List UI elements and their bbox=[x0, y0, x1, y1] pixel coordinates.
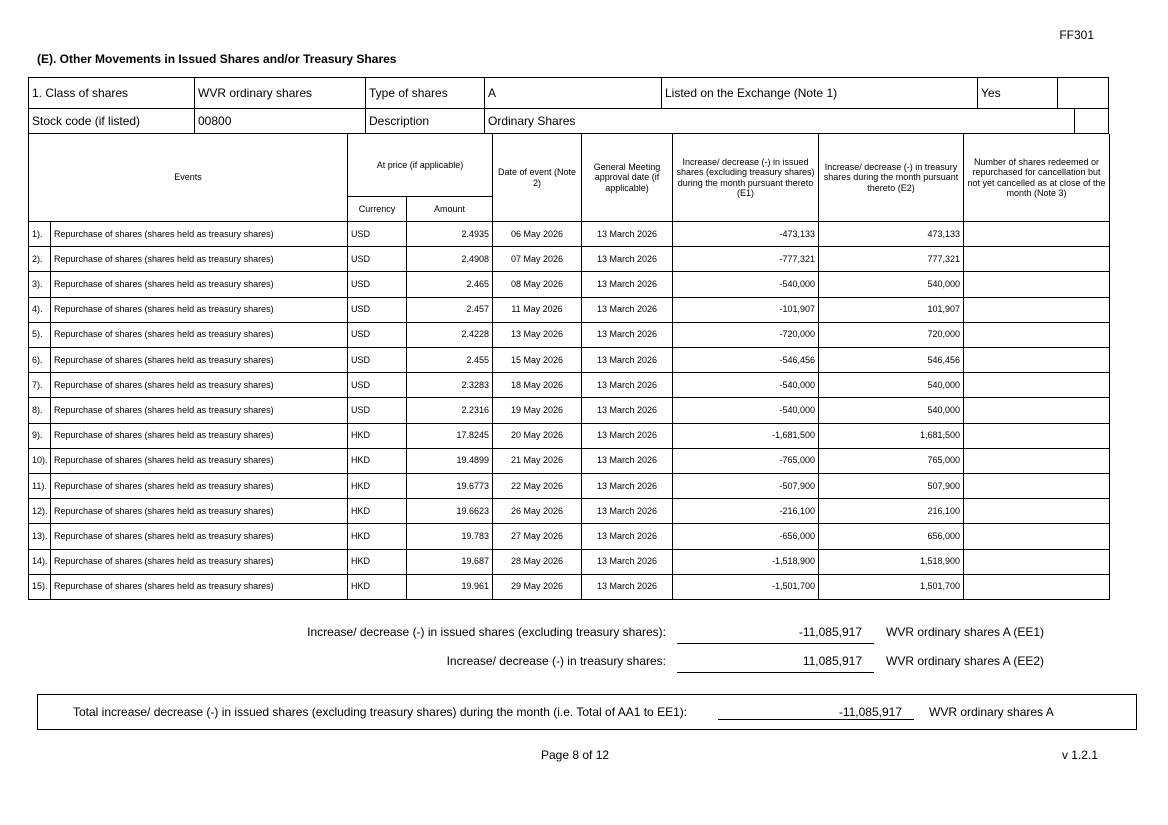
row-redeemed bbox=[964, 247, 1110, 272]
row-amount: 2.465 bbox=[407, 272, 493, 297]
ee1-label: Increase/ decrease (-) in issued shares (excluding treasury shares): bbox=[307, 625, 666, 639]
row-redeemed bbox=[964, 222, 1110, 247]
row-e1: -507,900 bbox=[673, 474, 819, 499]
row-amount: 19.961 bbox=[407, 575, 493, 600]
row-number: 5). bbox=[29, 323, 51, 348]
row-amount: 19.6623 bbox=[407, 499, 493, 524]
row-e1: -473,133 bbox=[673, 222, 819, 247]
row-gm-date: 13 March 2026 bbox=[582, 575, 673, 600]
row-date: 29 May 2026 bbox=[493, 575, 582, 600]
row-gm-date: 13 March 2026 bbox=[582, 524, 673, 549]
row-e2: 101,907 bbox=[819, 298, 964, 323]
row-number: 6). bbox=[29, 348, 51, 373]
row-event: Repurchase of shares (shares held as treasury shares) bbox=[51, 449, 348, 474]
row-amount: 2.4935 bbox=[407, 222, 493, 247]
row-number: 9). bbox=[29, 424, 51, 449]
header-events: Events bbox=[29, 134, 348, 222]
ee1-value: -11,085,917 bbox=[798, 625, 862, 639]
desc-extra bbox=[1075, 109, 1109, 134]
row-date: 08 May 2026 bbox=[493, 272, 582, 297]
page-number: Page 8 of 12 bbox=[541, 748, 610, 762]
row-date: 26 May 2026 bbox=[493, 499, 582, 524]
row-event: Repurchase of shares (shares held as treasury shares) bbox=[51, 524, 348, 549]
row-e2: 765,000 bbox=[819, 449, 964, 474]
row-e1: -540,000 bbox=[673, 398, 819, 423]
row-date: 19 May 2026 bbox=[493, 398, 582, 423]
row-amount: 19.4899 bbox=[407, 449, 493, 474]
row-e1: -101,907 bbox=[673, 298, 819, 323]
header-redeemed: Number of shares redeemed or repurchased for cancellation but not yet cancelled as at close of the month (Note 3) bbox=[964, 134, 1110, 222]
header-e1: Increase/ decrease (-) in issued shares (excluding treasury shares) during the month pursuant thereto (E1) bbox=[673, 134, 819, 222]
row-redeemed bbox=[964, 550, 1110, 575]
row-date: 15 May 2026 bbox=[493, 348, 582, 373]
row-e2: 1,518,900 bbox=[819, 550, 964, 575]
ee1-unit: WVR ordinary shares A (EE1) bbox=[886, 625, 1045, 639]
row-redeemed bbox=[964, 373, 1110, 398]
row-redeemed bbox=[964, 524, 1110, 549]
row-number: 11). bbox=[29, 474, 51, 499]
row-currency: USD bbox=[348, 323, 407, 348]
row-e1: -765,000 bbox=[673, 449, 819, 474]
row-gm-date: 13 March 2026 bbox=[582, 449, 673, 474]
row-e1: -656,000 bbox=[673, 524, 819, 549]
row-currency: HKD bbox=[348, 550, 407, 575]
header-amount: Amount bbox=[407, 197, 493, 222]
row-number: 1). bbox=[29, 222, 51, 247]
row-currency: HKD bbox=[348, 449, 407, 474]
row-event: Repurchase of shares (shares held as treasury shares) bbox=[51, 575, 348, 600]
version: v 1.2.1 bbox=[1061, 748, 1098, 762]
row-e1: -1,501,700 bbox=[673, 575, 819, 600]
row-e2: 777,321 bbox=[819, 247, 964, 272]
class-value: WVR ordinary shares bbox=[195, 78, 366, 109]
row-date: 21 May 2026 bbox=[493, 449, 582, 474]
row-e1: -546,456 bbox=[673, 348, 819, 373]
stock-value: 00800 bbox=[195, 109, 366, 134]
row-gm-date: 13 March 2026 bbox=[582, 272, 673, 297]
row-redeemed bbox=[964, 272, 1110, 297]
desc-value: Ordinary Shares bbox=[485, 109, 1075, 134]
row-number: 15). bbox=[29, 575, 51, 600]
row-number: 13). bbox=[29, 524, 51, 549]
row-e1: -1,518,900 bbox=[673, 550, 819, 575]
row-number: 10). bbox=[29, 449, 51, 474]
row-date: 27 May 2026 bbox=[493, 524, 582, 549]
row-number: 12). bbox=[29, 499, 51, 524]
row-event: Repurchase of shares (shares held as treasury shares) bbox=[51, 298, 348, 323]
type-value: A bbox=[485, 78, 662, 109]
row-currency: USD bbox=[348, 398, 407, 423]
row-e2: 540,000 bbox=[819, 373, 964, 398]
ee2-value: 11,085,917 bbox=[802, 654, 862, 668]
total-value: -11,085,917 bbox=[838, 705, 902, 719]
row-gm-date: 13 March 2026 bbox=[582, 247, 673, 272]
row-gm-date: 13 March 2026 bbox=[582, 550, 673, 575]
row-e1: -540,000 bbox=[673, 272, 819, 297]
row-gm-date: 13 March 2026 bbox=[582, 424, 673, 449]
row-currency: USD bbox=[348, 373, 407, 398]
row-event: Repurchase of shares (shares held as treasury shares) bbox=[51, 323, 348, 348]
listed-label: Listed on the Exchange (Note 1) bbox=[662, 78, 978, 109]
listed-value: Yes bbox=[978, 78, 1058, 109]
stock-label: Stock code (if listed) bbox=[29, 109, 195, 134]
listed-extra bbox=[1058, 78, 1109, 109]
ee2-unit: WVR ordinary shares A (EE2) bbox=[886, 654, 1045, 668]
header-currency: Currency bbox=[348, 197, 407, 222]
row-currency: USD bbox=[348, 348, 407, 373]
desc-label: Description bbox=[366, 109, 485, 134]
row-e1: -1,681,500 bbox=[673, 424, 819, 449]
ee1-underline bbox=[677, 643, 874, 644]
row-event: Repurchase of shares (shares held as treasury shares) bbox=[51, 474, 348, 499]
row-redeemed bbox=[964, 449, 1110, 474]
row-event: Repurchase of shares (shares held as treasury shares) bbox=[51, 424, 348, 449]
header-date: Date of event (Note 2) bbox=[493, 134, 582, 222]
row-currency: USD bbox=[348, 298, 407, 323]
row-date: 07 May 2026 bbox=[493, 247, 582, 272]
row-currency: HKD bbox=[348, 575, 407, 600]
ee2-label: Increase/ decrease (-) in treasury shares: bbox=[446, 654, 666, 668]
row-e2: 216,100 bbox=[819, 499, 964, 524]
row-e2: 540,000 bbox=[819, 398, 964, 423]
row-e1: -720,000 bbox=[673, 323, 819, 348]
row-redeemed bbox=[964, 474, 1110, 499]
row-e2: 507,900 bbox=[819, 474, 964, 499]
total-unit: WVR ordinary shares A bbox=[929, 705, 1054, 719]
row-event: Repurchase of shares (shares held as treasury shares) bbox=[51, 222, 348, 247]
row-amount: 2.3283 bbox=[407, 373, 493, 398]
row-gm-date: 13 March 2026 bbox=[582, 348, 673, 373]
total-box bbox=[37, 694, 1137, 730]
row-redeemed bbox=[964, 575, 1110, 600]
row-currency: USD bbox=[348, 272, 407, 297]
row-amount: 2.4908 bbox=[407, 247, 493, 272]
row-gm-date: 13 March 2026 bbox=[582, 222, 673, 247]
row-e2: 1,681,500 bbox=[819, 424, 964, 449]
row-number: 7). bbox=[29, 373, 51, 398]
header-at-price: At price (if applicable) bbox=[348, 134, 493, 197]
row-e2: 546,456 bbox=[819, 348, 964, 373]
row-amount: 17.8245 bbox=[407, 424, 493, 449]
row-redeemed bbox=[964, 348, 1110, 373]
row-event: Repurchase of shares (shares held as treasury shares) bbox=[51, 348, 348, 373]
row-currency: HKD bbox=[348, 499, 407, 524]
row-event: Repurchase of shares (shares held as treasury shares) bbox=[51, 373, 348, 398]
row-e2: 473,133 bbox=[819, 222, 964, 247]
row-redeemed bbox=[964, 499, 1110, 524]
row-e2: 656,000 bbox=[819, 524, 964, 549]
row-amount: 2.457 bbox=[407, 298, 493, 323]
ee2-underline bbox=[677, 672, 874, 673]
type-label: Type of shares bbox=[366, 78, 485, 109]
row-event: Repurchase of shares (shares held as treasury shares) bbox=[51, 247, 348, 272]
row-gm-date: 13 March 2026 bbox=[582, 298, 673, 323]
row-redeemed bbox=[964, 424, 1110, 449]
row-e1: -777,321 bbox=[673, 247, 819, 272]
form-code: FF301 bbox=[1059, 28, 1094, 42]
row-number: 14). bbox=[29, 550, 51, 575]
row-number: 8). bbox=[29, 398, 51, 423]
row-date: 22 May 2026 bbox=[493, 474, 582, 499]
row-event: Repurchase of shares (shares held as treasury shares) bbox=[51, 398, 348, 423]
info-table bbox=[28, 77, 1109, 134]
class-label: 1. Class of shares bbox=[29, 78, 195, 109]
row-number: 2). bbox=[29, 247, 51, 272]
row-date: 06 May 2026 bbox=[493, 222, 582, 247]
row-date: 13 May 2026 bbox=[493, 323, 582, 348]
row-number: 4). bbox=[29, 298, 51, 323]
row-gm-date: 13 March 2026 bbox=[582, 398, 673, 423]
row-number: 3). bbox=[29, 272, 51, 297]
row-date: 20 May 2026 bbox=[493, 424, 582, 449]
row-currency: HKD bbox=[348, 474, 407, 499]
row-amount: 2.455 bbox=[407, 348, 493, 373]
row-date: 28 May 2026 bbox=[493, 550, 582, 575]
row-redeemed bbox=[964, 298, 1110, 323]
row-event: Repurchase of shares (shares held as treasury shares) bbox=[51, 550, 348, 575]
row-gm-date: 13 March 2026 bbox=[582, 474, 673, 499]
row-event: Repurchase of shares (shares held as treasury shares) bbox=[51, 499, 348, 524]
row-redeemed bbox=[964, 323, 1110, 348]
row-date: 18 May 2026 bbox=[493, 373, 582, 398]
row-currency: USD bbox=[348, 222, 407, 247]
header-e2: Increase/ decrease (-) in treasury shares during the month pursuant thereto (E2) bbox=[819, 134, 964, 222]
total-label: Total increase/ decrease (-) in issued shares (excluding treasury shares) during the month (i.e. Total of AA1 to EE1): bbox=[73, 705, 688, 719]
row-date: 11 May 2026 bbox=[493, 298, 582, 323]
header-gm: General Meeting approval date (if applicable) bbox=[582, 134, 673, 222]
row-amount: 19.687 bbox=[407, 550, 493, 575]
row-gm-date: 13 March 2026 bbox=[582, 373, 673, 398]
section-title: (E). Other Movements in Issued Shares and/or Treasury Shares bbox=[37, 52, 397, 66]
events-table bbox=[28, 134, 1109, 600]
total-underline bbox=[718, 719, 914, 720]
row-currency: USD bbox=[348, 247, 407, 272]
row-e2: 540,000 bbox=[819, 272, 964, 297]
row-amount: 2.2316 bbox=[407, 398, 493, 423]
row-gm-date: 13 March 2026 bbox=[582, 499, 673, 524]
row-e1: -540,000 bbox=[673, 373, 819, 398]
row-currency: HKD bbox=[348, 424, 407, 449]
row-e1: -216,100 bbox=[673, 499, 819, 524]
row-currency: HKD bbox=[348, 524, 407, 549]
row-amount: 19.783 bbox=[407, 524, 493, 549]
row-e2: 1,501,700 bbox=[819, 575, 964, 600]
row-amount: 2.4228 bbox=[407, 323, 493, 348]
row-e2: 720,000 bbox=[819, 323, 964, 348]
row-gm-date: 13 March 2026 bbox=[582, 323, 673, 348]
row-event: Repurchase of shares (shares held as treasury shares) bbox=[51, 272, 348, 297]
row-amount: 19.6773 bbox=[407, 474, 493, 499]
row-redeemed bbox=[964, 398, 1110, 423]
